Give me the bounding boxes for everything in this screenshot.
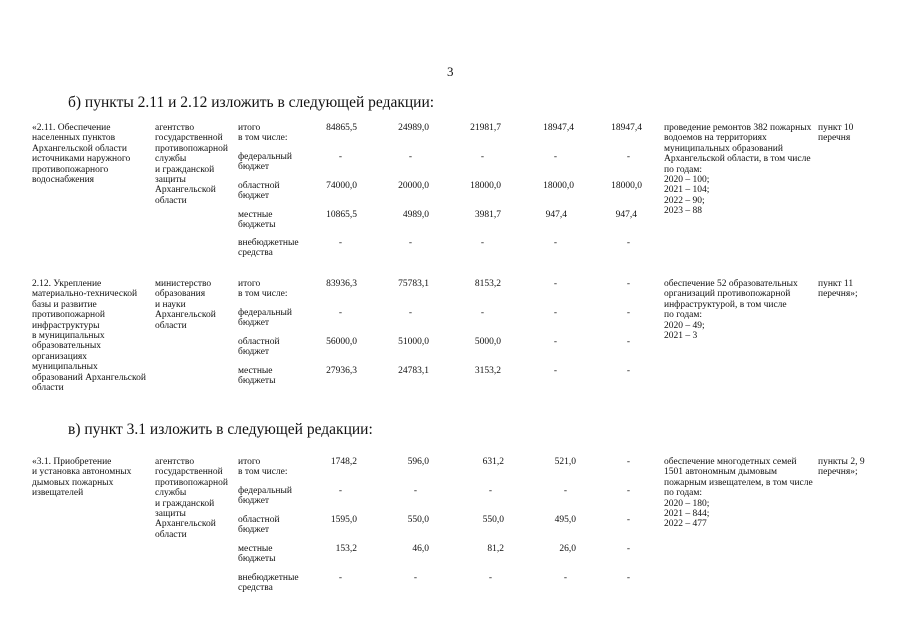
- value-cell: 24989,0: [398, 123, 429, 133]
- row-label: федеральный бюджет: [238, 308, 292, 329]
- value-cell: 947,4: [615, 210, 637, 220]
- value-cell: 18000,0: [470, 181, 501, 191]
- value-cell: 75783,1: [398, 279, 429, 289]
- value-cell: 18947,4: [611, 123, 642, 133]
- row-label: местные бюджеты: [238, 544, 276, 565]
- value-cell: -: [338, 238, 342, 248]
- value-cell: -: [488, 573, 492, 583]
- value-cell: 3981,7: [474, 210, 501, 220]
- row-label: областной бюджет: [238, 337, 280, 358]
- value-cell: -: [553, 366, 557, 376]
- value-cell: 1748,2: [330, 457, 357, 467]
- row-label: итого в том числе:: [238, 457, 288, 478]
- value-cell: -: [553, 238, 557, 248]
- item-ref-3-1: пункты 2, 9 перечня»;: [818, 457, 865, 478]
- item-result-3-1: обеспечение многодетных семей 1501 автономным дымовым пожарным извещателем, в том числе по годам: 2020 – 180; 2021 – 844; 2022 – 477: [664, 457, 813, 530]
- row-label: итого в том числе:: [238, 279, 288, 300]
- item-ref-2-12: пункт 11 перечня»;: [818, 279, 858, 300]
- item-executor-2-11: агентство государственной противопожарной службы и гражданской защиты Архангельской области: [155, 123, 228, 206]
- value-cell: 947,4: [545, 210, 567, 220]
- value-cell: -: [626, 152, 630, 162]
- item-ref-2-11: пункт 10 перечня: [818, 123, 854, 144]
- item-executor-2-12: министерство образования и науки Архангельской области: [155, 279, 216, 331]
- value-cell: -: [338, 486, 342, 496]
- section-heading-c: в) пункт 3.1 изложить в следующей редакции:: [68, 421, 373, 438]
- item-name-2-12: 2.12. Укрепление материально-технической базы и развитие противопожарной инфраструктуры в муниципальных образовательных организациях муниципальных образований Архангельской области: [32, 279, 146, 394]
- value-cell: 26,0: [559, 544, 576, 554]
- value-cell: -: [408, 238, 412, 248]
- row-label: местные бюджеты: [238, 210, 276, 231]
- value-cell: 18947,4: [543, 123, 574, 133]
- value-cell: -: [480, 152, 484, 162]
- value-cell: 84865,5: [326, 123, 357, 133]
- value-cell: -: [413, 573, 417, 583]
- value-cell: -: [338, 152, 342, 162]
- value-cell: 56000,0: [326, 337, 357, 347]
- value-cell: 24783,1: [398, 366, 429, 376]
- value-cell: -: [480, 238, 484, 248]
- value-cell: 5000,0: [474, 337, 501, 347]
- value-cell: -: [626, 337, 630, 347]
- row-label: внебюджетные средства: [238, 238, 299, 259]
- value-cell: -: [553, 337, 557, 347]
- value-cell: 10865,5: [326, 210, 357, 220]
- value-cell: -: [408, 152, 412, 162]
- value-cell: -: [626, 457, 630, 467]
- value-cell: -: [408, 308, 412, 318]
- value-cell: -: [626, 366, 630, 376]
- value-cell: -: [488, 486, 492, 496]
- item-name-3-1: «3.1. Приобретение и установка автономных дымовых пожарных извещателей: [32, 457, 132, 499]
- value-cell: -: [626, 308, 630, 318]
- value-cell: -: [413, 486, 417, 496]
- value-cell: -: [626, 515, 630, 525]
- value-cell: 21981,7: [470, 123, 501, 133]
- value-cell: 631,2: [482, 457, 504, 467]
- value-cell: 4989,0: [402, 210, 429, 220]
- value-cell: 74000,0: [326, 181, 357, 191]
- row-label: областной бюджет: [238, 181, 280, 202]
- page-number: 3: [447, 64, 454, 79]
- value-cell: 596,0: [407, 457, 429, 467]
- value-cell: 550,0: [482, 515, 504, 525]
- value-cell: -: [563, 486, 567, 496]
- value-cell: 18000,0: [611, 181, 642, 191]
- row-label: федеральный бюджет: [238, 486, 292, 507]
- row-label: местные бюджеты: [238, 366, 276, 387]
- value-cell: 521,0: [554, 457, 576, 467]
- value-cell: 83936,3: [326, 279, 357, 289]
- section-heading-b: б) пункты 2.11 и 2.12 изложить в следующей редакции:: [68, 94, 435, 111]
- value-cell: 20000,0: [398, 181, 429, 191]
- value-cell: -: [626, 238, 630, 248]
- value-cell: 27936,3: [326, 366, 357, 376]
- row-label: внебюджетные средства: [238, 573, 299, 594]
- value-cell: -: [626, 486, 630, 496]
- value-cell: -: [626, 573, 630, 583]
- value-cell: -: [480, 308, 484, 318]
- value-cell: 81,2: [487, 544, 504, 554]
- row-label: областной бюджет: [238, 515, 280, 536]
- value-cell: 18000,0: [543, 181, 574, 191]
- value-cell: -: [338, 308, 342, 318]
- value-cell: 3153,2: [474, 366, 501, 376]
- value-cell: 550,0: [407, 515, 429, 525]
- value-cell: -: [338, 573, 342, 583]
- value-cell: 51000,0: [398, 337, 429, 347]
- row-label: федеральный бюджет: [238, 152, 292, 173]
- value-cell: 46,0: [412, 544, 429, 554]
- value-cell: -: [553, 279, 557, 289]
- row-label: итого в том числе:: [238, 123, 288, 144]
- item-result-2-11: проведение ремонтов 382 пожарных водоемов на территориях муниципальных образований Архангельской области, в том числе по годам: 2020 – 100; 2021 – 104; 2022 – 90; 2023 – 88: [664, 123, 812, 217]
- value-cell: -: [563, 573, 567, 583]
- value-cell: -: [553, 152, 557, 162]
- value-cell: 1595,0: [330, 515, 357, 525]
- value-cell: -: [626, 279, 630, 289]
- item-result-2-12: обеспечение 52 образовательных организаций противопожарной инфраструктурой, в том числе по годам: 2020 – 49; 2021 – 3: [664, 279, 798, 342]
- value-cell: 495,0: [554, 515, 576, 525]
- value-cell: 153,2: [335, 544, 357, 554]
- item-name-2-11: «2.11. Обеспечение населенных пунктов Архангельской области источниками наружного противопожарного водоснабжения: [32, 123, 131, 186]
- value-cell: -: [626, 544, 630, 554]
- value-cell: -: [553, 308, 557, 318]
- value-cell: 8153,2: [474, 279, 501, 289]
- item-executor-3-1: агентство государственной противопожарной службы и гражданской защиты Архангельской области: [155, 457, 228, 540]
